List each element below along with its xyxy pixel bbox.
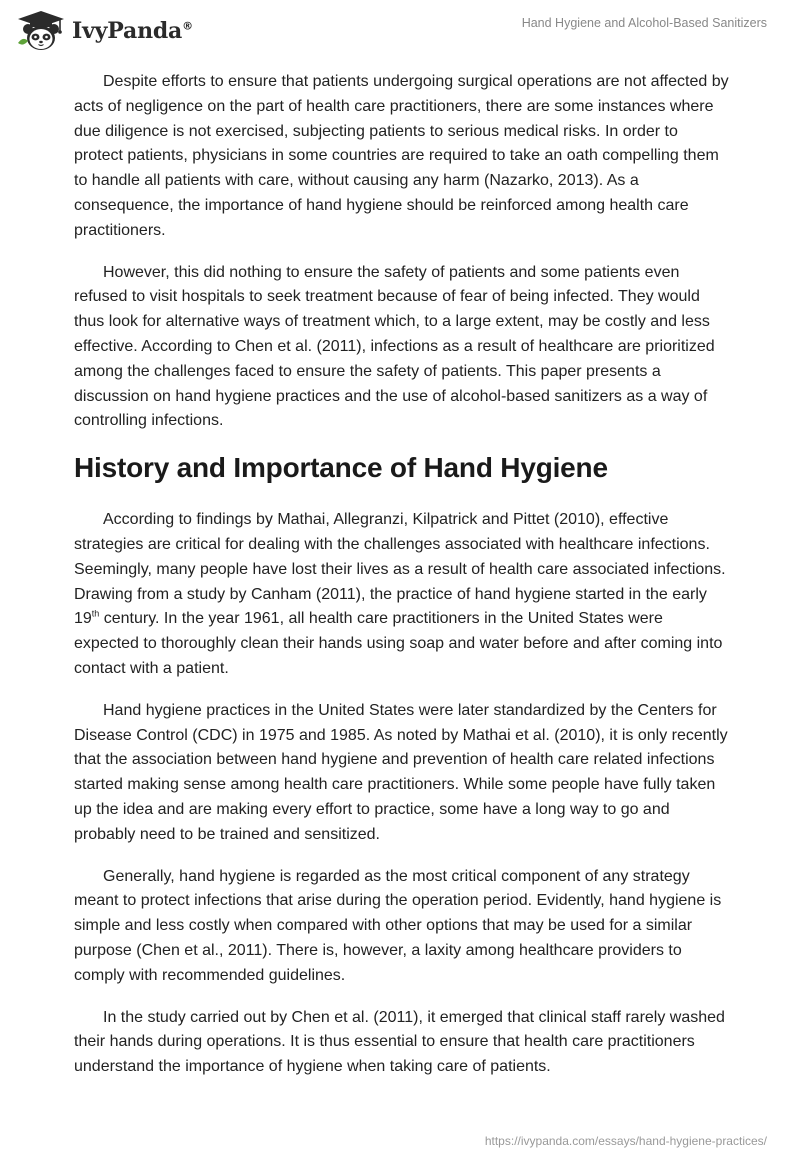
- page-header: [0, 0, 800, 60]
- source-url-link[interactable]: https://ivypanda.com/essays/hand-hygiene-practices/: [484, 1134, 767, 1148]
- section-heading: History and Importance of Hand Hygiene: [74, 452, 608, 484]
- panda-graduate-icon: [14, 9, 68, 53]
- paragraph: Generally, hand hygiene is regarded as the most critical component of any strategy meant to protect infections that arise during the operation period. Evidently, hand hygiene is simple and less costly when compared with other options that may be used for a similar purpose (Chen et al., 2011). There is, however, a laxity among healthcare providers to comply with recommended guidelines.: [74, 867, 722, 984]
- paragraph: Despite efforts to ensure that patients undergoing surgical operations are not affected by acts of negligence on the part of health care practitioners, there are some instances where due diligence is not exercised, subjecting patients to serious medical risks. In order to protect patients, physicians in some countries are required to take an oath compelling them to handle all patients with care, without causing any harm (Nazarko, 2013). As a consequence, the importance of hand hygiene should be reinforced among health care practitioners.: [74, 73, 729, 239]
- paragraph: However, this did nothing to ensure the safety of patients and some patients even refused to visit hospitals to seek treatment because of fear of being infected. They would thus look for alternative ways of treatment which, to a large extent, may be costly and less effective. According to Chen et al. (2011), infections as a result of healthcare are prioritized among the challenges faced to ensure the safety of patients. This paper presents a discussion on hand hygiene practices and the use of alcohol-based sanitizers as a way of controlling infections.: [74, 263, 715, 430]
- logo-wordmark: IvyPanda®: [72, 18, 193, 44]
- superscript: th: [91, 609, 100, 620]
- document-title: Hand Hygiene and Alcohol-Based Sanitizers: [521, 16, 767, 30]
- paragraph: In the study carried out by Chen et al. (2011), it emerged that clinical staff rarely washed their hands during operations. It is thus essential to ensure that health care practitioners understand the importance of hygiene when taking care of patients.: [74, 1008, 725, 1076]
- paragraph: According to findings by Mathai, Allegranzi, Kilpatrick and Pittet (2010), effective strategies are critical for dealing with the challenges associated with healthcare infections. Seemingly, many people have lost their lives as a result of health care associated infections. Drawing from a study by Canham (2011), the practice of hand hygiene started in the early 19th century. In the year 1961, all health care practitioners in the United States were expected to thoroughly clean their hands using soap and water before and after coming into contact with a patient.: [74, 511, 726, 677]
- essay-body: [74, 70, 730, 1097]
- ivypanda-logo[interactable]: [14, 9, 193, 53]
- paragraph: Hand hygiene practices in the United States were later standardized by the Centers for Disease Control (CDC) in 1975 and 1985. As noted by Mathai et al. (2010), it is only recently that the association between hand hygiene and prevention of health care related infections started making sense among health care practitioners. While some people have fully taken up the idea and are making every effort to practice, some have a long way to go and probably need to be trained and sensitized.: [74, 701, 728, 843]
